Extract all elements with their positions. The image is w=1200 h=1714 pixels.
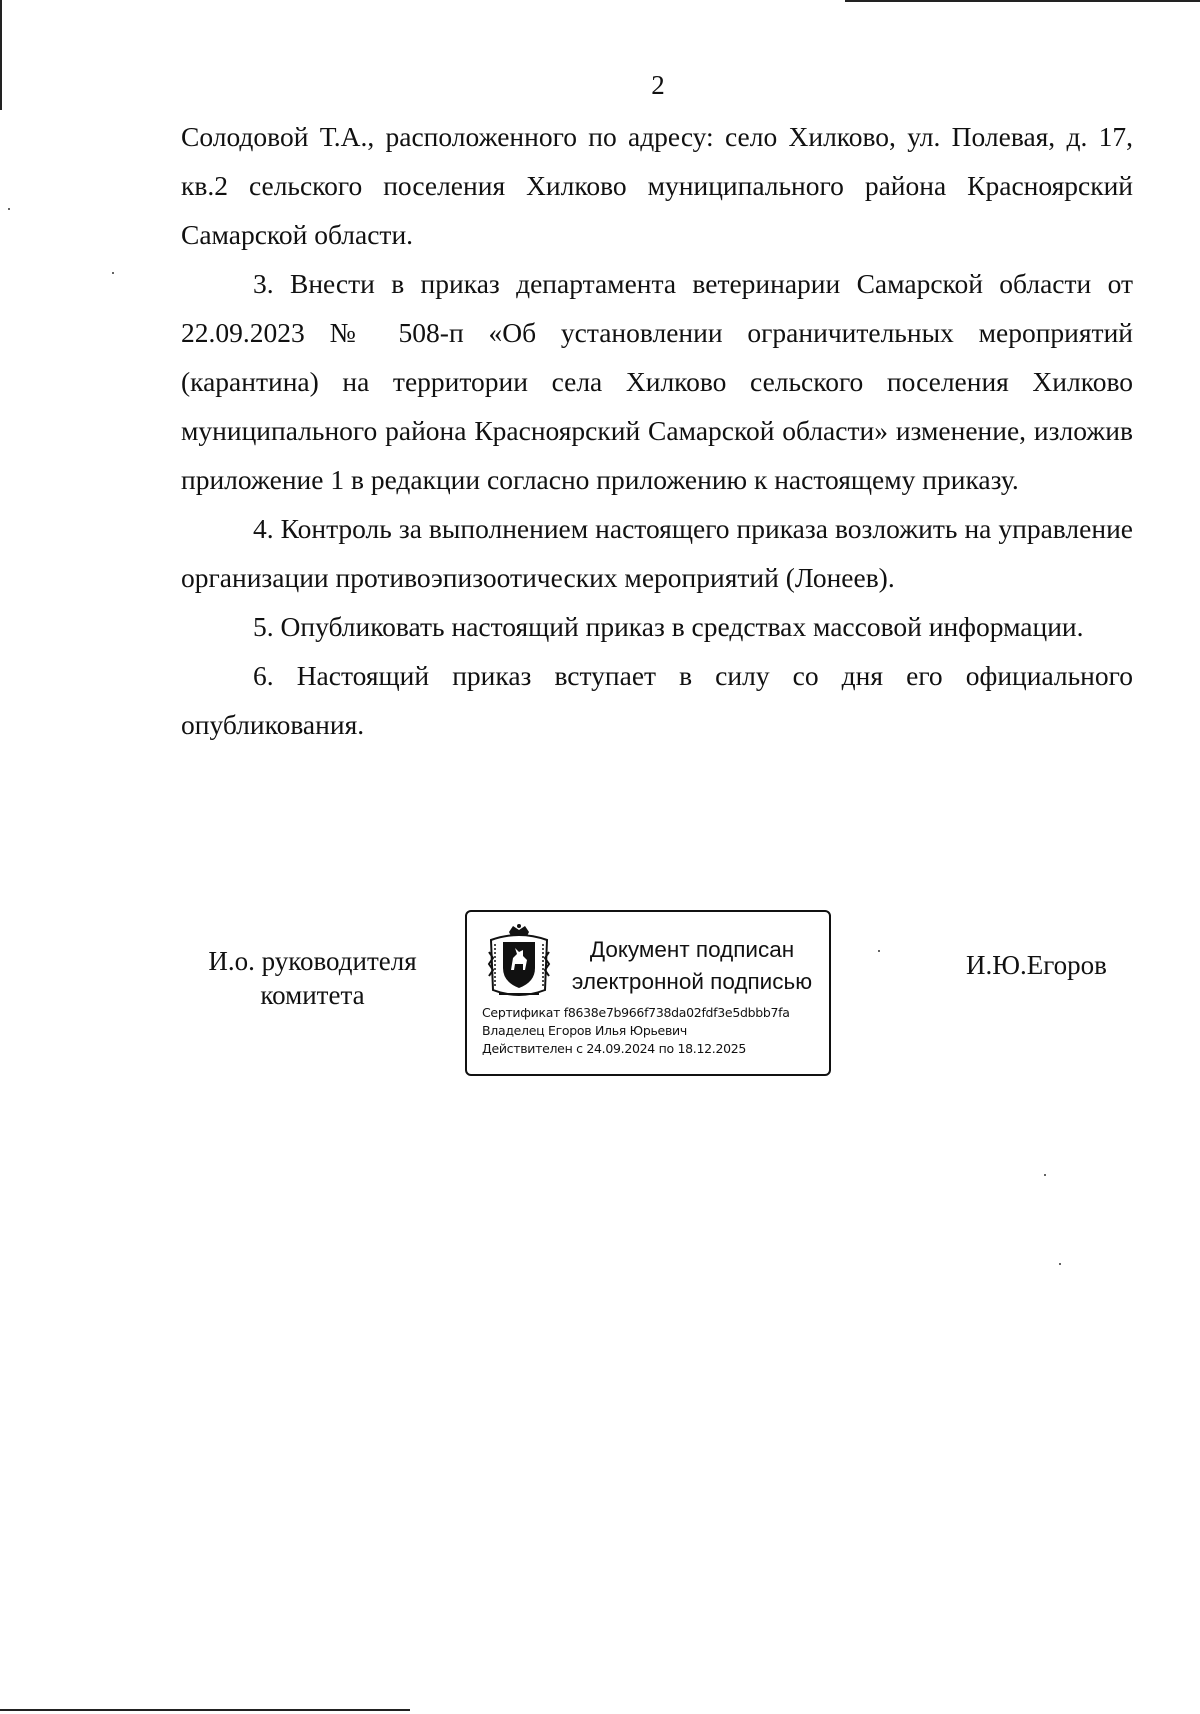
paragraph-continuation: Солодовой Т.А., расположенного по адресу: село Хилково, ул. Полевая, д. 17, кв.2 сельского поселения Хилково муниципального района Красноярский Самарской области. xyxy=(181,121,1133,250)
stamp-owner: Владелец Егоров Илья Юрьевич xyxy=(482,1023,687,1038)
scan-speck xyxy=(1059,1263,1061,1265)
electronic-signature-stamp xyxy=(465,910,831,1076)
stamp-certificate: Сертификат f8638e7b966f738da02fdf3e5dbbb7fa xyxy=(482,1005,790,1020)
stamp-heading-line1: Документ подписан xyxy=(589,937,795,962)
paragraph-item-6: 6. Настоящий приказ вступает в силу со дня его официального опубликования. xyxy=(181,660,1133,740)
paragraph-item-4: 4. Контроль за выполнением настоящего приказа возложить на управление организации противоэпизоотических мероприятий (Лонеев). xyxy=(181,513,1133,593)
signer-position xyxy=(190,944,435,1012)
signature-block xyxy=(0,910,1200,1090)
scan-speck xyxy=(8,208,10,210)
signer-position-line1: И.о. руководителя xyxy=(208,946,417,976)
stamp-validity: Действителен с 24.09.2024 по 18.12.2025 xyxy=(482,1041,747,1056)
stamp-heading xyxy=(567,934,817,998)
signer-position-line2: комитета xyxy=(260,980,365,1010)
scan-speck xyxy=(1044,1174,1046,1176)
signer-name: И.Ю.Егоров xyxy=(966,950,1107,980)
page-number: 2 xyxy=(651,70,665,100)
scan-edge-line-top xyxy=(845,0,1200,2)
scan-speck xyxy=(112,272,114,274)
paragraph-item-3: 3. Внести в приказ департамента ветеринарии Самарской области от 22.09.2023 № 508-п «Об установлении ограничительных мероприятий (карантина) на территории села Хилково сельского поселения Хилково муниципального района Красноярский Самарской области» изменение, изложив приложение 1 в редакции согласно приложению к настоящему приказу. xyxy=(181,268,1133,495)
scan-edge-line-bottom xyxy=(0,1709,410,1711)
paragraph-item-5: 5. Опубликовать настоящий приказ в средствах массовой информации. xyxy=(253,611,1084,642)
document-body xyxy=(181,112,1133,749)
coat-of-arms-icon xyxy=(485,922,553,1000)
stamp-details xyxy=(482,1004,822,1058)
stamp-heading-line2: электронной подписью xyxy=(571,969,813,994)
